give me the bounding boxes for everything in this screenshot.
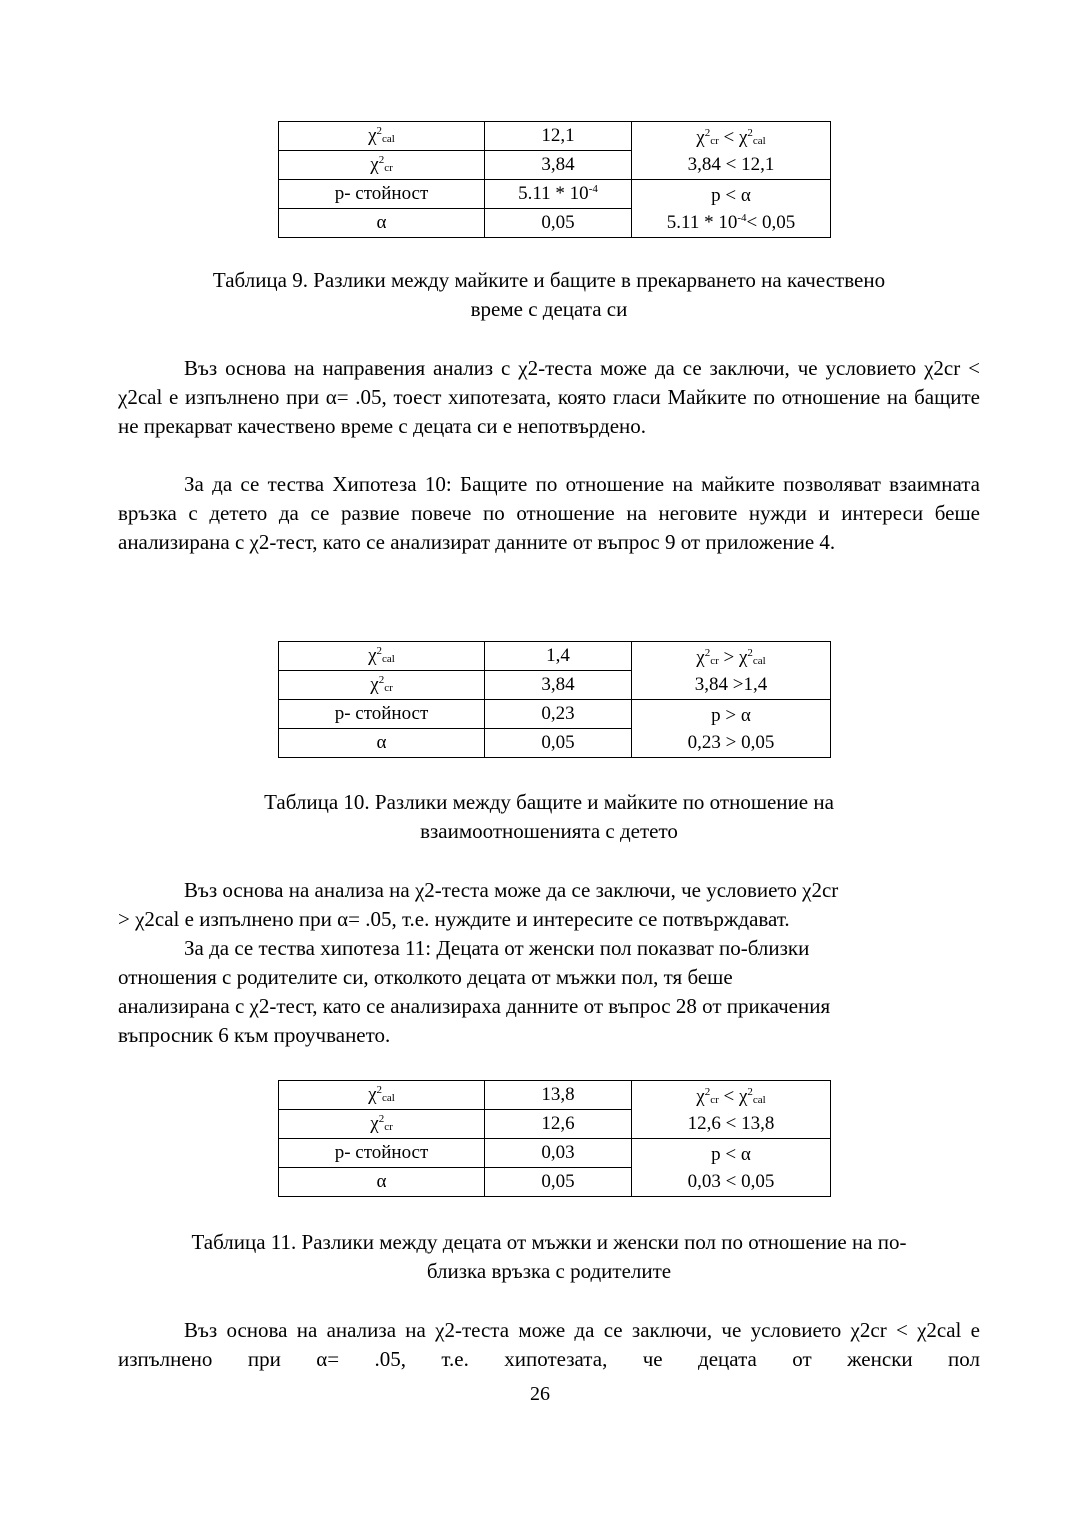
table-row: [279, 122, 831, 151]
row-value: [485, 1081, 632, 1110]
text-segment: χ: [696, 126, 705, 148]
text-segment: 2: [747, 1085, 753, 1098]
caption-line: взаимоотношенията с детето: [420, 819, 678, 843]
comparison-cell: [632, 122, 831, 180]
text-segment: cal: [382, 1092, 395, 1104]
comparison-line: [632, 1168, 830, 1195]
text-segment: 2: [747, 126, 753, 139]
comparison-line: [632, 151, 830, 178]
text-segment: 2: [704, 646, 711, 659]
comparison-cell: [632, 642, 831, 700]
text-line: Въз основа на анализа на χ2-теста може да се заключи, че условието χ2cr: [184, 878, 839, 902]
row-label: [279, 642, 485, 671]
caption-line: време с децата си: [470, 297, 628, 321]
text-segment: p < α: [711, 1143, 751, 1165]
text-segment: χ: [370, 154, 379, 175]
comparison-cell: [632, 700, 831, 758]
text-segment: 2: [704, 1085, 711, 1098]
text-segment: χ: [370, 674, 379, 695]
text-segment: 0,03: [541, 1142, 575, 1163]
caption-table-11: [118, 1228, 980, 1286]
text-line: За да се тества хипотеза 11: Децата от женски пол показват по-близки: [184, 936, 810, 960]
row-value: [485, 151, 632, 180]
text-segment: α: [376, 212, 387, 233]
text-segment: 3,84 >1,4: [694, 673, 768, 695]
text-segment: cal: [382, 133, 395, 145]
text-segment: < 0,05: [746, 211, 796, 233]
comparison-cell: [632, 1081, 831, 1139]
row-label: [279, 671, 485, 700]
text-segment: 12,6: [541, 1113, 575, 1134]
comparison-line: [632, 1141, 830, 1168]
table-row: [279, 642, 831, 671]
text-segment: cr: [710, 134, 719, 147]
caption-table-10: [118, 788, 980, 846]
text-segment: χ: [696, 646, 705, 668]
text-segment: 2: [704, 126, 711, 139]
paragraph-conclusion-11: Въз основа на анализа на χ2-теста може да се заключи, че условието χ2cr < χ2cal е изпълнено при α= .05, т.е. хипотезата, че децата от женски пол: [118, 1318, 980, 1371]
text-segment: 0,05: [541, 212, 575, 233]
row-value: [485, 209, 632, 238]
text-segment: 2: [378, 154, 385, 166]
row-label: [279, 700, 485, 729]
row-value: [485, 1168, 632, 1197]
chi-square-table-11: [278, 1080, 831, 1197]
text-segment: χ: [696, 1085, 705, 1107]
text-segment: 5.11 * 10: [518, 183, 589, 204]
caption-line: Таблица 10. Разлики между бащите и майките по отношение на: [264, 790, 834, 814]
text-segment: cal: [752, 1093, 766, 1106]
table-row: [279, 700, 831, 729]
chi-square-table-10: [278, 641, 831, 758]
text-segment: 0,03 < 0,05: [687, 1170, 775, 1192]
text-segment: cal: [382, 653, 395, 665]
text-segment: p- стойност: [334, 1142, 429, 1163]
text-line: въпросник 6 към проучването.: [118, 1023, 391, 1047]
caption-line: Таблица 11. Разлики между децата от мъжки и женски пол по отношение на по-: [191, 1230, 907, 1254]
comparison-line: [632, 671, 830, 698]
table-row: [279, 1139, 831, 1168]
text-segment: 2: [376, 645, 383, 657]
text-segment: p > α: [711, 704, 751, 726]
text-segment: 2: [376, 125, 383, 137]
text-segment: p- стойност: [334, 703, 429, 724]
text-segment: -4: [737, 211, 747, 224]
caption-line: Таблица 9. Разлики между майките и бащите в прекарването на качествено: [212, 268, 886, 292]
text-segment: α: [376, 1171, 387, 1192]
paragraph-hypothesis-10: За да се тества Хипотеза 10: Бащите по отношение на майките позволяват взаимната връзка с детето да се развие повече по отношение на неговите нужди и интереси беше анализирана с χ2-тест, като се анализират данните от въпрос 9 от приложение 4.: [118, 472, 980, 554]
row-value: [485, 671, 632, 700]
caption-line: близка връзка с родителите: [426, 1259, 672, 1283]
chi-square-table-9: [278, 121, 831, 238]
text-segment: 12,1: [541, 125, 575, 146]
text-segment: 3,84: [541, 674, 575, 695]
row-value: [485, 729, 632, 758]
text-segment: 0,23: [541, 703, 575, 724]
text-segment: cr: [384, 162, 393, 174]
row-value: [485, 1139, 632, 1168]
text-segment: 5.11 * 10: [666, 211, 738, 233]
text-segment: cal: [752, 134, 766, 147]
text-segment: 2: [747, 646, 753, 659]
text-line: > χ2cal е изпълнено при α= .05, т.е. нуждите и интересите се потвърждават.: [118, 907, 790, 931]
paragraph-conclusion-10: [118, 876, 980, 934]
table-row: [279, 180, 831, 209]
text-segment: cr: [710, 1093, 719, 1106]
text-segment: p- стойност: [334, 183, 429, 204]
row-value: [485, 700, 632, 729]
text-line: отношения с родителите си, отколкото децата от мъжки пол, тя беше: [118, 965, 733, 989]
text-segment: cr: [710, 654, 719, 667]
text-segment: -4: [588, 183, 598, 195]
text-segment: p < α: [711, 184, 751, 206]
text-segment: 2: [376, 1084, 383, 1096]
text-segment: α: [376, 732, 387, 753]
row-label: [279, 1168, 485, 1197]
text-segment: < χ: [718, 1085, 748, 1107]
text-segment: 2: [378, 1113, 385, 1125]
row-value: [485, 122, 632, 151]
row-label: [279, 209, 485, 238]
text-segment: < χ: [718, 126, 748, 148]
text-segment: 0,05: [541, 1171, 575, 1192]
text-segment: 3,84: [541, 154, 575, 175]
text-line: анализирана с χ2-тест, като се анализираха данните от въпрос 28 от прикачения: [118, 994, 831, 1018]
comparison-line: [632, 644, 830, 671]
comparison-line: [632, 124, 830, 151]
comparison-line: [632, 182, 830, 209]
text-segment: cal: [752, 654, 766, 667]
table-row: [279, 1081, 831, 1110]
row-label: [279, 1081, 485, 1110]
comparison-line: [632, 729, 830, 756]
text-segment: 2: [378, 674, 385, 686]
row-value: [485, 642, 632, 671]
row-label: [279, 180, 485, 209]
row-label: [279, 729, 485, 758]
text-segment: 1,4: [546, 645, 570, 666]
paragraph-hypothesis-11: [118, 934, 980, 1050]
row-label: [279, 151, 485, 180]
text-segment: 0,23 > 0,05: [687, 731, 775, 753]
row-label: [279, 122, 485, 151]
comparison-line: [632, 702, 830, 729]
text-segment: cr: [384, 682, 393, 694]
text-segment: χ: [368, 645, 377, 666]
paragraph-conclusion-9: Въз основа на направения анализ с χ2-теста може да се заключи, че условието χ2cr < χ2cal е изпълнено при α= .05, тоест хипотезата, която гласи Майките по отношение на бащите не прекарват качествено време с децата си е непотвърдено.: [118, 356, 980, 438]
page-number: 26: [530, 1383, 550, 1405]
comparison-cell: [632, 1139, 831, 1197]
row-label: [279, 1139, 485, 1168]
text-segment: 13,8: [541, 1084, 575, 1105]
row-label: [279, 1110, 485, 1139]
comparison-line: [632, 1083, 830, 1110]
text-segment: 12,6 < 13,8: [687, 1112, 775, 1134]
text-segment: 0,05: [541, 732, 575, 753]
text-segment: cr: [384, 1121, 393, 1133]
text-segment: χ: [368, 1084, 377, 1105]
comparison-line: [632, 209, 830, 236]
text-segment: 3,84 < 12,1: [687, 153, 775, 175]
comparison-cell: [632, 180, 831, 238]
text-segment: χ: [368, 125, 377, 146]
row-value: [485, 180, 632, 209]
row-value: [485, 1110, 632, 1139]
text-segment: > χ: [718, 646, 748, 668]
comparison-line: [632, 1110, 830, 1137]
caption-table-9: [118, 266, 980, 324]
text-segment: χ: [370, 1113, 379, 1134]
